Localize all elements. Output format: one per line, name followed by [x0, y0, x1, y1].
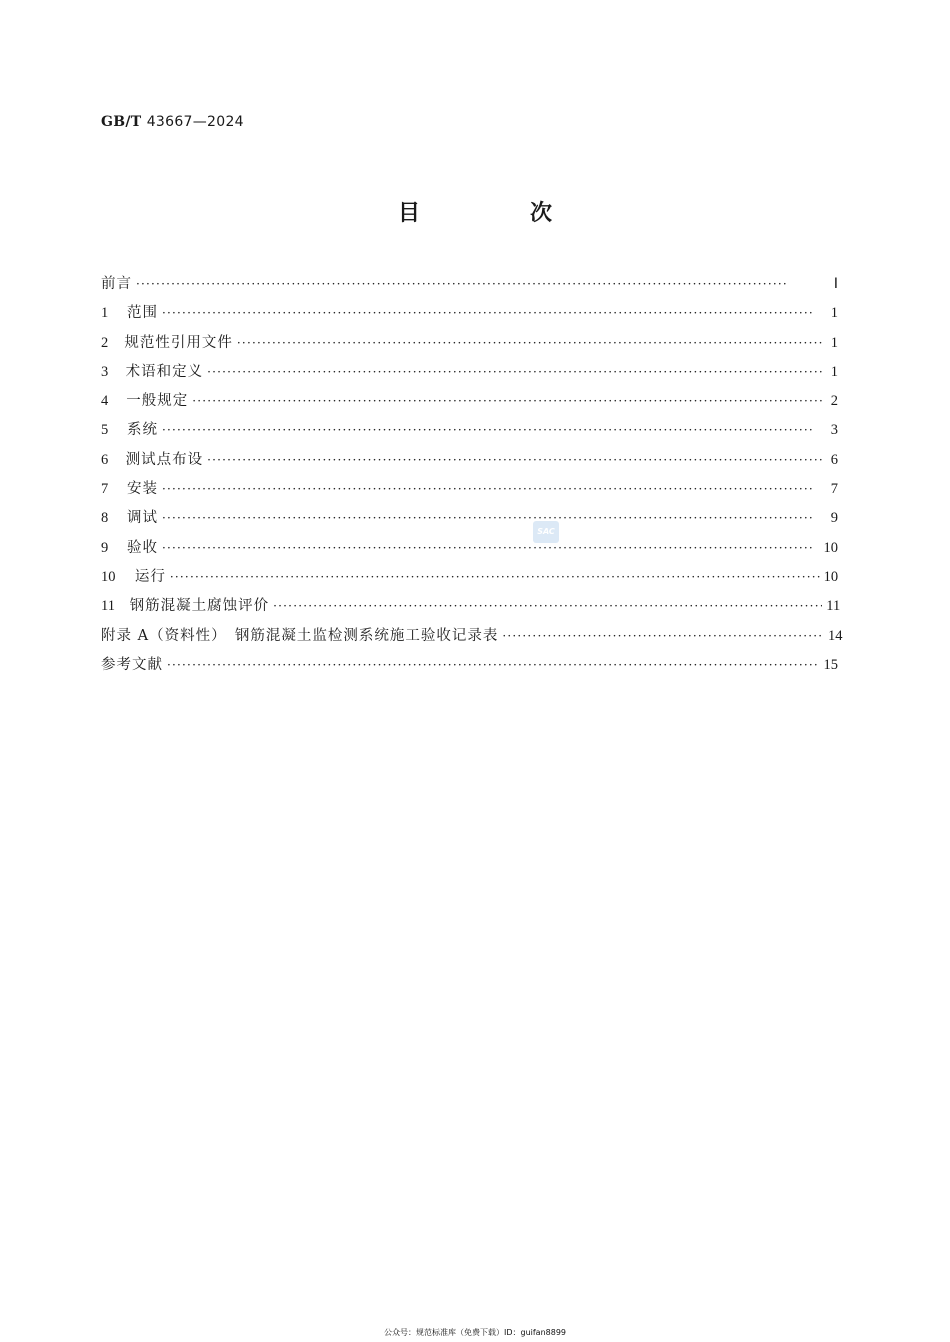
toc-entry-page: 14 — [828, 627, 843, 644]
toc-entry-page: 2 — [830, 393, 838, 410]
toc-entry[interactable] — [101, 592, 841, 621]
footer-note: 公众号：规范标准库（免费下载）ID：guifan8899 — [383, 1328, 567, 1337]
toc-entry-number: 6 — [101, 451, 109, 468]
toc-entry-page: 3 — [830, 422, 838, 439]
toc-entry-number: 4 — [101, 393, 109, 410]
toc-title: 目 次 — [397, 200, 596, 226]
toc-entry[interactable] — [101, 622, 843, 651]
sac-watermark-logo: SAC — [533, 521, 559, 543]
toc-leader-dots — [162, 504, 824, 533]
table-of-contents — [101, 270, 843, 680]
toc-entry-label: 测试点布设 — [125, 451, 204, 468]
toc-entry[interactable] — [101, 446, 838, 475]
toc-entry[interactable] — [101, 563, 838, 592]
toc-entry[interactable] — [101, 475, 838, 504]
toc-leader-dots — [237, 329, 824, 358]
toc-entry-label: 范围 — [127, 305, 158, 322]
toc-entry[interactable] — [101, 270, 838, 299]
toc-entry[interactable] — [101, 387, 838, 416]
toc-entry-label: 一般规定 — [126, 393, 189, 410]
toc-entry-label: 附录 A（资料性） 钢筋混凝土监检测系统施工验收记录表 — [101, 627, 499, 644]
toc-entry-number: 8 — [101, 510, 109, 527]
standard-number: 43667—2024 — [146, 114, 244, 130]
toc-leader-dots — [170, 563, 820, 592]
toc-leader-dots — [162, 416, 824, 445]
toc-entry[interactable] — [101, 651, 838, 680]
toc-entry-label: 参考文献 — [101, 656, 163, 673]
toc-entry-page: 9 — [830, 510, 838, 527]
toc-entry-label: 系统 — [127, 422, 158, 439]
toc-entry-number: 7 — [101, 481, 109, 498]
toc-leader-dots — [167, 651, 820, 680]
toc-entry-label: 验收 — [127, 539, 158, 556]
toc-entry-page: 1 — [830, 334, 838, 351]
toc-entry-page: 15 — [823, 656, 838, 673]
toc-leader-dots — [162, 534, 820, 563]
toc-leader-dots — [136, 270, 824, 299]
toc-leader-dots — [207, 446, 824, 475]
toc-entry-number: 11 — [101, 598, 115, 615]
toc-entry[interactable] — [101, 504, 838, 533]
toc-leader-dots — [273, 592, 822, 621]
toc-entry-number: 1 — [101, 305, 109, 322]
toc-entry-page: 10 — [823, 568, 839, 585]
toc-entry-label: 钢筋混凝土腐蚀评价 — [129, 598, 270, 615]
toc-entry-page: 10 — [823, 539, 838, 556]
toc-entry-page: Ⅰ — [833, 276, 838, 292]
toc-entry-label: 规范性引用文件 — [124, 334, 233, 351]
toc-entry-page: 7 — [830, 481, 838, 498]
toc-entry-label: 安装 — [127, 481, 158, 498]
toc-entry-page: 11 — [826, 598, 841, 615]
toc-entry-number: 10 — [101, 568, 116, 585]
toc-leader-dots — [207, 358, 824, 387]
toc-entry-label: 调试 — [127, 510, 158, 527]
toc-entry[interactable] — [101, 534, 838, 563]
toc-entry[interactable] — [101, 416, 838, 445]
toc-entry-number: 3 — [101, 363, 109, 380]
standard-prefix: GB/T — [101, 114, 142, 130]
toc-entry-number: 9 — [101, 539, 109, 556]
toc-entry-number: 2 — [101, 334, 109, 351]
toc-leader-dots — [192, 387, 824, 416]
toc-entry[interactable] — [101, 358, 838, 387]
toc-entry-label: 运行 — [134, 568, 166, 585]
toc-entry[interactable] — [101, 329, 838, 358]
toc-entry-page: 1 — [830, 363, 838, 380]
toc-leader-dots — [162, 299, 824, 328]
toc-entry-page: 6 — [830, 451, 838, 468]
toc-leader-dots — [162, 475, 824, 504]
toc-entry-label: 前言 — [101, 276, 132, 292]
toc-leader-dots — [502, 622, 824, 651]
toc-entry[interactable] — [101, 299, 838, 328]
toc-entry-page: 1 — [830, 305, 838, 322]
toc-entry-number: 5 — [101, 422, 109, 439]
toc-entry-label: 术语和定义 — [125, 363, 204, 380]
standard-code — [101, 114, 244, 130]
